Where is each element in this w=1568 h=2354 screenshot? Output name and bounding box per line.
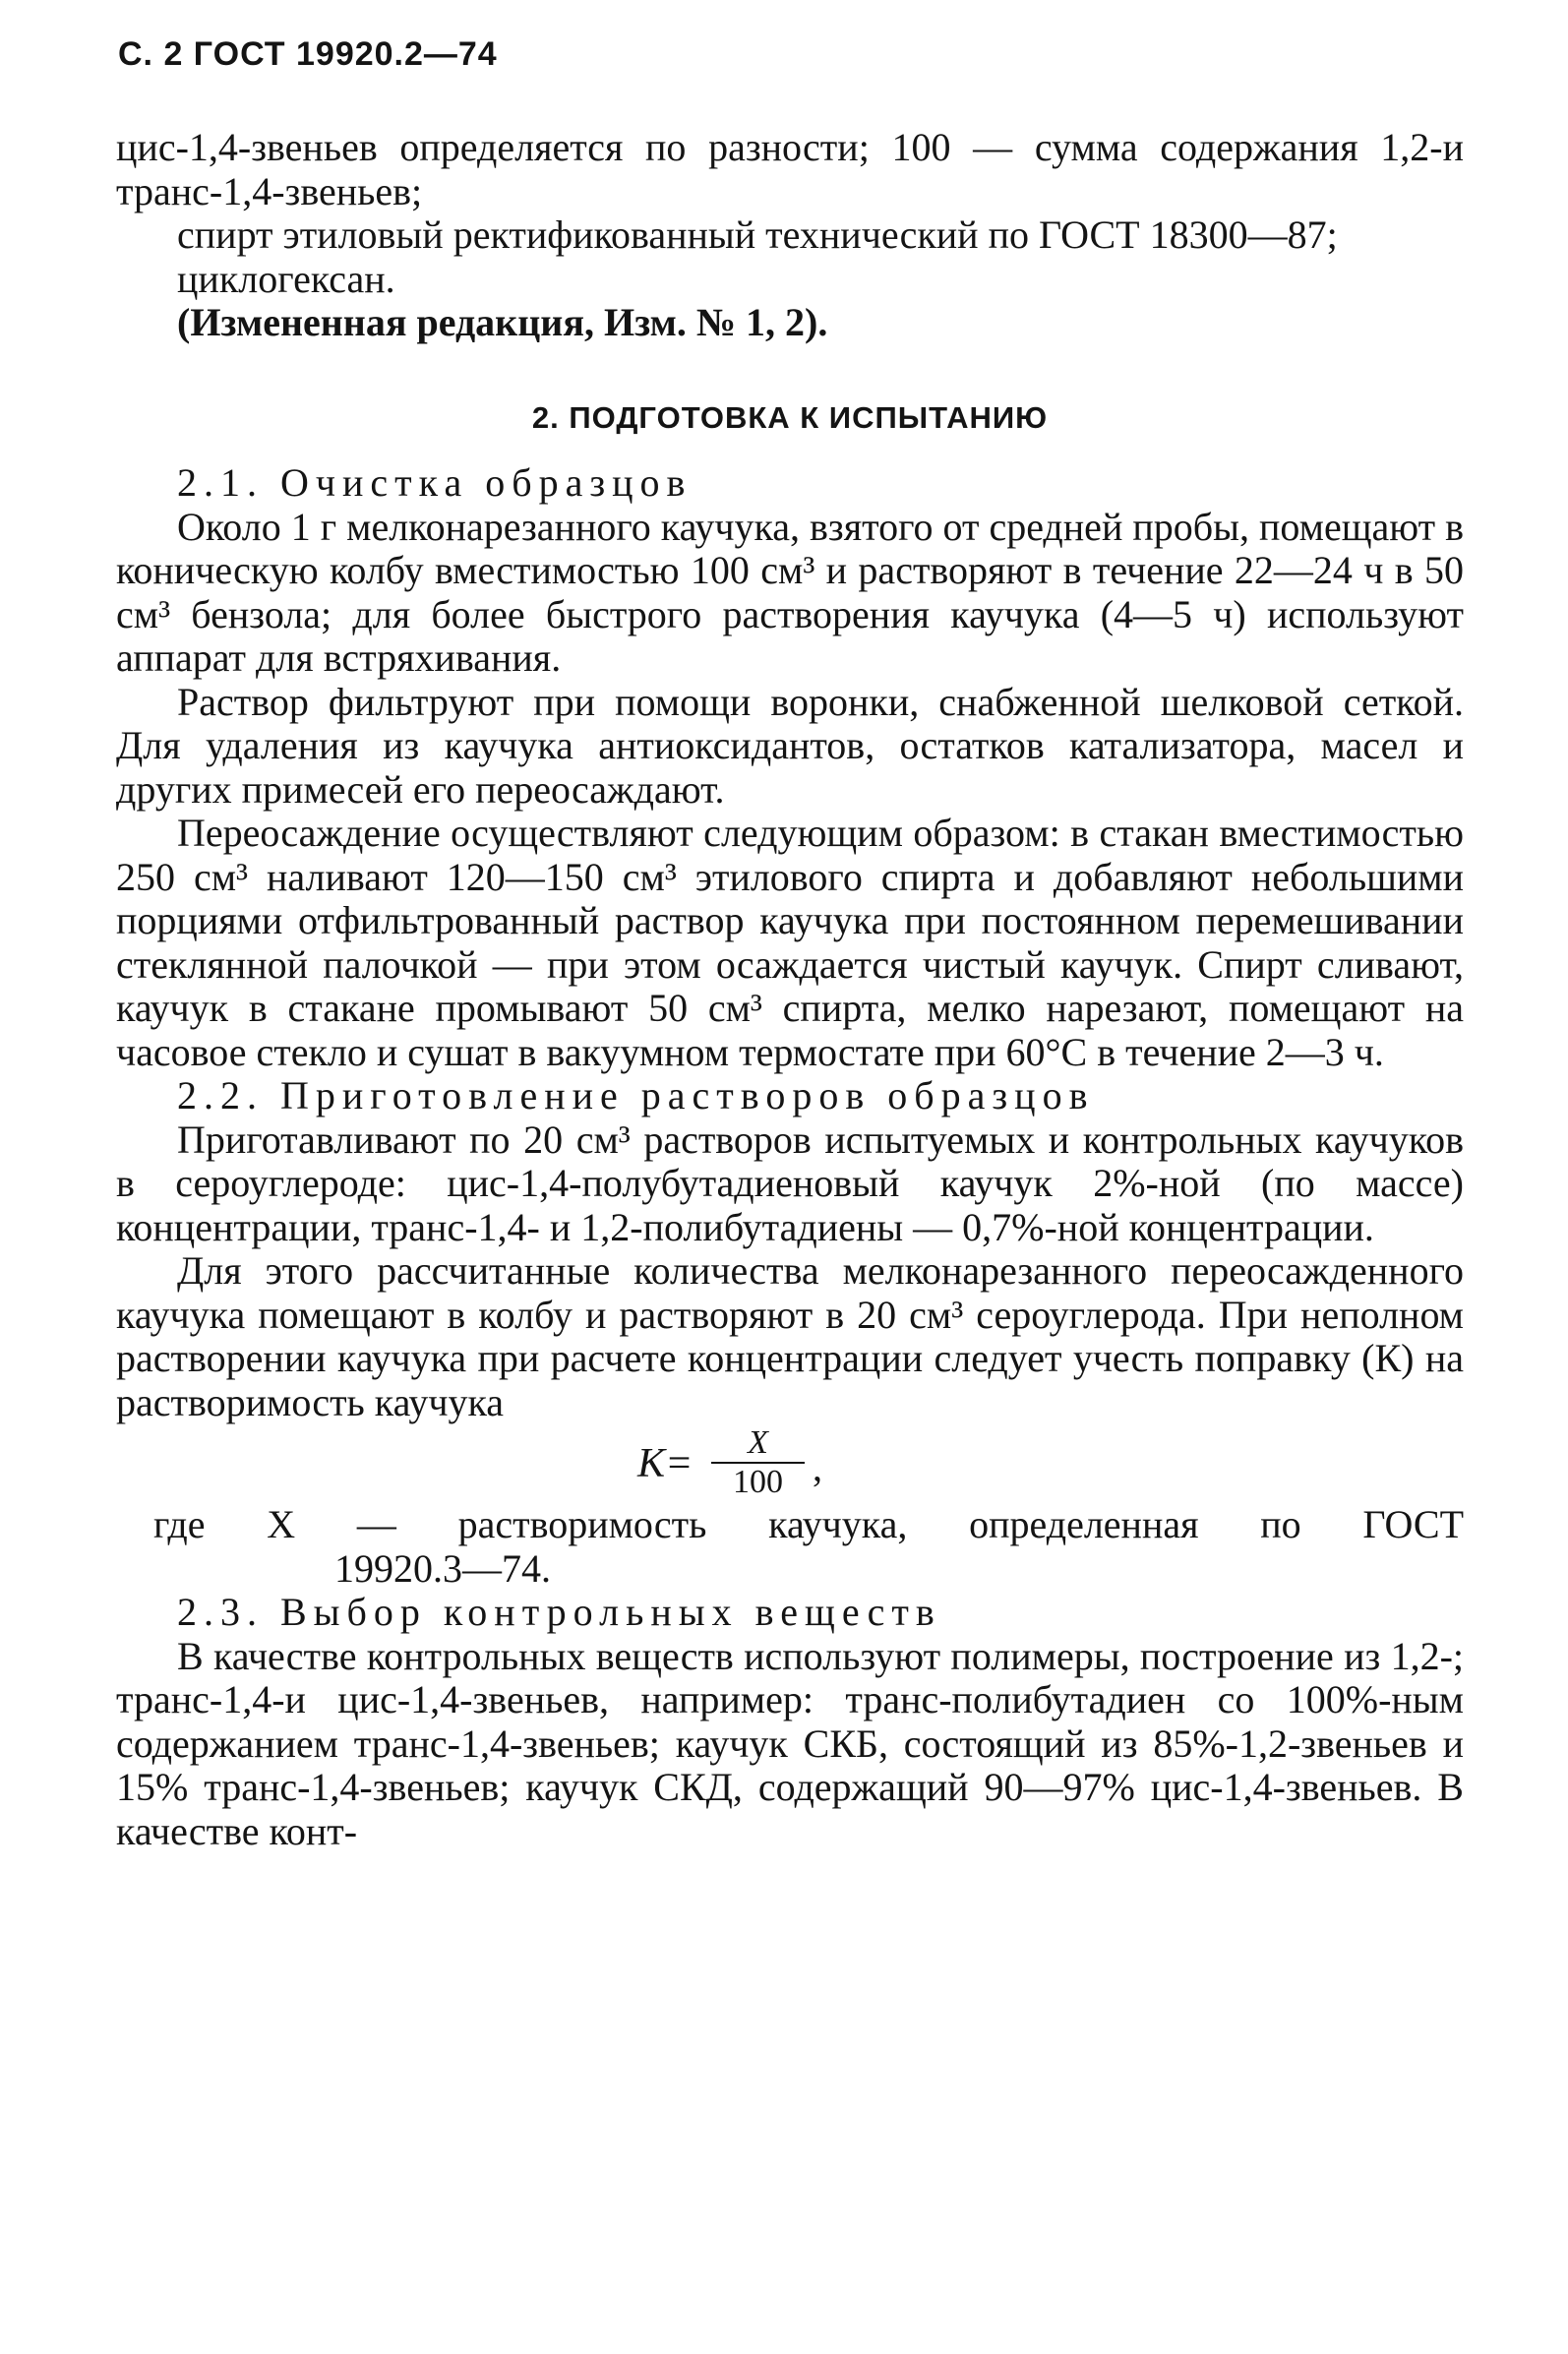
document-body	[116, 126, 1464, 1853]
where-line-1: где X — растворимость каучука, определенная по ГОСТ	[153, 1502, 1464, 1546]
where-line-2: 19920.3—74.	[334, 1545, 551, 1591]
formula-trail: ,	[813, 1445, 822, 1489]
running-head: С. 2 ГОСТ 19920.2—74	[118, 35, 498, 73]
section-title: 2. ПОДГОТОВКА К ИСПЫТАНИЮ	[531, 399, 1049, 435]
amendment-note: (Измененная редакция, Изм. № 1, 2).	[177, 300, 828, 344]
paragraph-cyclohexane: циклогексан.	[177, 256, 395, 301]
paragraph-2-1-1: Около 1 г мелконарезанного каучука, взятого от средней пробы, помещают в коническую колбу вместимостью 100 см³ и растворяют в течение 22—24 ч в 50 см³ бензола; для более быстрого растворения каучука (4—5 ч) используют аппарат для встряхивания.	[116, 504, 1464, 680]
paragraph-2-1-2: Раствор фильтруют при помощи воронки, снабженной шелковой сеткой. Для удаления из каучука антиоксидантов, остатков катализатора, масел и других примесей его переосаждают.	[116, 679, 1464, 812]
subsection-2-3-title: 2.3. Выбор контрольных веществ	[177, 1590, 941, 1634]
subsection-2-2-title: 2.2. Приготовление растворов образцов	[177, 1073, 1095, 1117]
paragraph-2-1-3: Переосаждение осуществляют следующим образом: в стакан вместимостью 250 см³ наливают 120—150 см³ этилового спирта и добавляют небольшими порциями отфильтрованный раствор каучука при постоянном перемешивании стеклянной палочкой — при этом осаждается чистый каучук. Спирт сливают, каучук в стакане промывают 50 см³ спирта, мелко нарезают, помещают на часовое стекло и сушат в вакуумном термостате при 60°С в течение 2—3 ч.	[116, 811, 1464, 1074]
paragraph-ethanol: спирт этиловый ректификованный технический по ГОСТ 18300—87;	[177, 212, 1338, 257]
formula-lhs: K=	[637, 1441, 694, 1486]
formula-numerator: X	[711, 1424, 805, 1464]
paragraph-2-3-1: В качестве контрольных веществ используют полимеры, построение из 1,2-; транс-1,4-и цис-1,4-звеньев, например: транс-полибутадиен со 100%-ным содержанием транс-1,4-звеньев; каучук СКБ, состоящий из 85%-1,2-звеньев и 15% транс-1,4-звеньев; каучук СКД, содержащий 90—97% цис-1,4-звеньев. В качестве конт-	[116, 1633, 1464, 1853]
subsection-2-1-title: 2.1. Очистка образцов	[177, 460, 693, 505]
paragraph-2-2-1: Приготавливают по 20 см³ растворов испытуемых и контрольных каучуков в сероуглероде: цис-1,4-полубутадиеновый каучук 2%-ной (по массе) концентрации, транс-1,4- и 1,2-полибутадиены — 0,7%-ной концентрации.	[116, 1117, 1464, 1249]
formula-denominator: 100	[733, 1464, 783, 1500]
paragraph-2-2-2: Для этого рассчитанные количества мелконарезанного переосажденного каучука помещают в колбу и растворяют в 20 см³ сероуглерода. При неполном растворении каучука при расчете концентрации следует учесть поправку (К) на растворимость каучука	[116, 1248, 1464, 1424]
paragraph-cis-continuation: цис-1,4-звеньев определяется по разности; 100 — сумма содержания 1,2-и транс-1,4-звеньев;	[116, 125, 1464, 213]
formula-fraction	[711, 1424, 805, 1501]
formula-k	[116, 1424, 1464, 1503]
